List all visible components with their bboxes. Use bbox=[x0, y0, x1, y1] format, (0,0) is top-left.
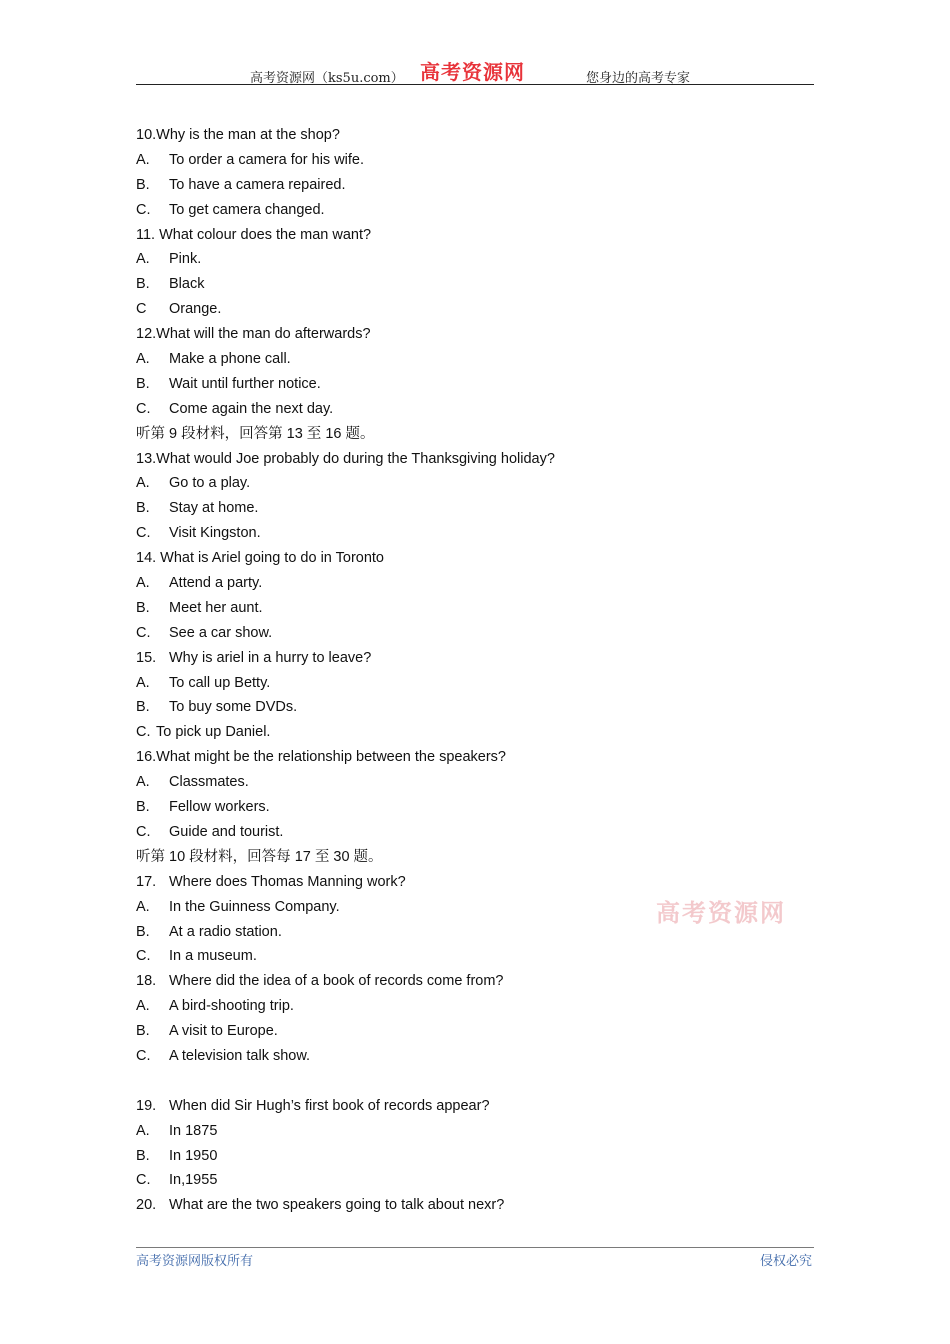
line-text: 听第 10 段材料，回答每 17 至 30 题。 bbox=[136, 848, 383, 865]
option-label: 20. bbox=[136, 1197, 157, 1214]
option-label: B. bbox=[136, 923, 150, 940]
option-label: B. bbox=[136, 500, 150, 517]
option-line bbox=[136, 571, 816, 596]
option-label: A. bbox=[136, 575, 150, 592]
option-label: A. bbox=[136, 475, 150, 492]
option-line bbox=[136, 870, 816, 895]
option-label: C bbox=[136, 301, 147, 318]
line-text: 12.What will the man do afterwards? bbox=[136, 326, 371, 343]
line-text: Why is ariel in a hurry to leave? bbox=[169, 649, 372, 666]
option-line bbox=[136, 795, 816, 820]
option-line bbox=[136, 521, 816, 546]
line-text: Where did the idea of a book of records come from? bbox=[169, 973, 504, 990]
line-text: What are the two speakers going to talk about nexr? bbox=[169, 1197, 505, 1214]
question-line bbox=[136, 745, 816, 770]
question-line bbox=[136, 123, 816, 148]
header-slogan: 您身边的高考专家 bbox=[586, 71, 691, 86]
option-line bbox=[136, 1044, 816, 1069]
line-text: Black bbox=[169, 276, 205, 293]
line-text: When did Sir Hugh’s first book of records appear? bbox=[169, 1097, 490, 1114]
option-label: B. bbox=[136, 375, 150, 392]
option-line bbox=[136, 1119, 816, 1144]
blank-line bbox=[136, 1069, 816, 1094]
option-line bbox=[136, 173, 816, 198]
option-label: C. bbox=[136, 201, 151, 218]
line-text: Guide and tourist. bbox=[169, 823, 284, 840]
option-label: 17. bbox=[136, 873, 157, 890]
option-label: A. bbox=[136, 898, 150, 915]
option-label: A. bbox=[136, 151, 150, 168]
option-line bbox=[136, 695, 816, 720]
line-text: Visit Kingston. bbox=[169, 525, 261, 542]
option-label: A. bbox=[136, 251, 150, 268]
option-label: C. bbox=[136, 400, 151, 417]
line-text: In the Guinness Company. bbox=[169, 898, 340, 915]
line-text: A visit to Europe. bbox=[169, 1023, 278, 1040]
question-line bbox=[136, 422, 816, 447]
option-label: C. bbox=[136, 1172, 151, 1189]
option-line bbox=[136, 347, 816, 372]
line-text: To call up Betty. bbox=[169, 674, 271, 691]
line-text: 13.What would Joe probably do during the Thanksgiving holiday? bbox=[136, 450, 555, 467]
line-text: To order a camera for his wife. bbox=[169, 151, 365, 168]
option-line bbox=[136, 671, 816, 696]
option-line bbox=[136, 969, 816, 994]
option-label: B. bbox=[136, 1023, 150, 1040]
option-label: A. bbox=[136, 998, 150, 1015]
line-text: In 1875 bbox=[169, 1122, 218, 1139]
line-text: Make a phone call. bbox=[169, 351, 291, 368]
line-text: Meet her aunt. bbox=[169, 599, 263, 616]
option-line bbox=[136, 994, 816, 1019]
line-text: Come again the next day. bbox=[169, 400, 334, 417]
page-footer bbox=[136, 1247, 814, 1269]
option-label: 19. bbox=[136, 1097, 157, 1114]
option-label: A. bbox=[136, 351, 150, 368]
question-line bbox=[136, 322, 816, 347]
option-label: C. bbox=[136, 525, 151, 542]
line-text: In a museum. bbox=[169, 948, 257, 965]
option-line bbox=[136, 1193, 816, 1218]
page-header bbox=[136, 56, 814, 85]
option-label: B. bbox=[136, 699, 150, 716]
footer-rights-notice: 侵权必究 bbox=[759, 1254, 812, 1269]
line-text: A bird-shooting trip. bbox=[169, 998, 294, 1015]
question-line bbox=[136, 223, 816, 248]
footer-copyright: 高考资源网版权所有 bbox=[136, 1254, 254, 1269]
option-line bbox=[136, 272, 816, 297]
option-line bbox=[136, 646, 816, 671]
line-text: 10.Why is the man at the shop? bbox=[136, 127, 340, 143]
option-line bbox=[136, 496, 816, 521]
option-line bbox=[136, 247, 816, 272]
line-text: To pick up Daniel. bbox=[156, 724, 271, 741]
option-label: C. bbox=[136, 1047, 151, 1064]
line-text: Stay at home. bbox=[169, 500, 259, 517]
option-line bbox=[136, 297, 816, 322]
option-line bbox=[136, 198, 816, 223]
option-line bbox=[136, 944, 816, 969]
line-text: In,1955 bbox=[169, 1172, 218, 1189]
option-label: B. bbox=[136, 176, 150, 193]
option-line bbox=[136, 148, 816, 173]
option-label: A. bbox=[136, 774, 150, 791]
option-label: A. bbox=[136, 1122, 150, 1139]
line-text: To get camera changed. bbox=[169, 201, 325, 218]
option-label: C. bbox=[136, 823, 151, 840]
line-text: To buy some DVDs. bbox=[169, 699, 298, 716]
option-line bbox=[136, 1168, 816, 1193]
line-text: 11. What colour does the man want? bbox=[136, 226, 372, 243]
line-text: Attend a party. bbox=[169, 575, 263, 592]
line-text: Fellow workers. bbox=[169, 799, 270, 816]
option-label: B. bbox=[136, 276, 150, 293]
line-text: Orange. bbox=[169, 301, 222, 318]
header-site-name: 高考资源网（ks5u.com） bbox=[250, 71, 404, 86]
line-text: 听第 9 段材料，回答第 13 至 16 题。 bbox=[136, 425, 375, 442]
line-text: Wait until further notice. bbox=[169, 375, 321, 392]
question-line bbox=[136, 447, 816, 472]
option-line bbox=[136, 596, 816, 621]
option-line bbox=[136, 720, 816, 745]
line-text: To have a camera repaired. bbox=[169, 176, 346, 193]
option-line bbox=[136, 397, 816, 422]
option-label: 15. bbox=[136, 649, 157, 666]
option-label: C. bbox=[136, 724, 151, 741]
header-logo: 高考资源网 bbox=[420, 60, 525, 84]
question-line bbox=[136, 845, 816, 870]
line-text: Pink. bbox=[169, 251, 202, 268]
line-text: 16.What might be the relationship between the speakers? bbox=[136, 749, 506, 766]
watermark: 高考资源网 bbox=[656, 898, 786, 927]
question-line bbox=[136, 546, 816, 571]
line-text: A television talk show. bbox=[169, 1047, 311, 1064]
option-line bbox=[136, 820, 816, 845]
option-line bbox=[136, 621, 816, 646]
option-label: A. bbox=[136, 674, 150, 691]
option-line bbox=[136, 1094, 816, 1119]
line-text: At a radio station. bbox=[169, 923, 282, 940]
line-text: See a car show. bbox=[169, 624, 273, 641]
line-text: Go to a play. bbox=[169, 475, 251, 492]
line-text: In 1950 bbox=[169, 1147, 218, 1164]
line-text: 14. What is Ariel going to do in Toronto bbox=[136, 550, 384, 567]
option-line bbox=[136, 770, 816, 795]
option-label: B. bbox=[136, 799, 150, 816]
question-list bbox=[136, 123, 816, 1218]
option-label: B. bbox=[136, 1147, 150, 1164]
option-label: C. bbox=[136, 948, 151, 965]
option-line bbox=[136, 1144, 816, 1169]
option-label: C. bbox=[136, 624, 151, 641]
option-label: B. bbox=[136, 599, 150, 616]
line-text: Classmates. bbox=[169, 774, 249, 791]
option-line bbox=[136, 372, 816, 397]
line-text: Where does Thomas Manning work? bbox=[169, 873, 406, 890]
option-label: 18. bbox=[136, 973, 157, 990]
option-line bbox=[136, 1019, 816, 1044]
option-line bbox=[136, 471, 816, 496]
